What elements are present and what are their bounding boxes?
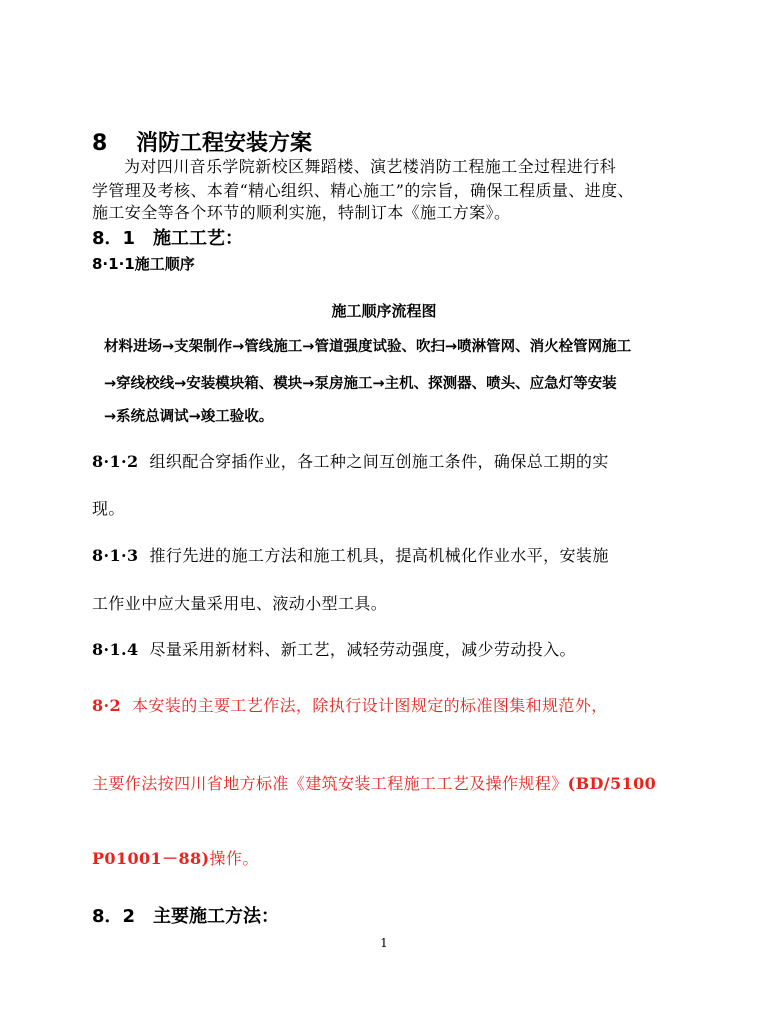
paragraph-8-1-2-line-1 xyxy=(92,449,609,472)
paragraph-8-1-3-line-1 xyxy=(92,543,609,566)
paragraph-text: 组织配合穿插作业，各工种之间互创施工条件，确保总工期的实 xyxy=(149,452,609,471)
note-text: 操作。 xyxy=(209,849,259,868)
intro-line-2: 学管理及考核、本着“精心组织、精心施工”的宗旨，确保工程质量、进度、 xyxy=(92,181,634,200)
intro-line-1: 为对四川音乐学院新校区舞蹈楼、演艺楼消防工程施工全过程进行科 xyxy=(124,157,617,176)
section-number: 8 xyxy=(92,131,108,156)
paragraph-8-1-4-line-1 xyxy=(92,637,576,660)
flowchart-line-2: →穿线校线→安装模块箱、模块→泵房施工→主机、探测器、喷头、应急灯等安装 xyxy=(104,376,617,392)
standard-code: P01001－88) xyxy=(92,849,210,868)
note-number: 8·2 xyxy=(92,696,122,715)
page-number: 1 xyxy=(380,936,388,950)
flowchart-line-1: 材料进场→支架制作→管线施工→管道强度试验、吹扫→喷淋管网、消火栓管网施工 xyxy=(104,339,632,355)
standard-code: (BD/5100 xyxy=(567,774,657,793)
note-text: 主要作法按四川省地方标准《建筑安装工程施工工艺及操作规程》 xyxy=(92,774,568,793)
note-text: 本安装的主要工艺作法，除执行设计图规定的标准图集和规范外， xyxy=(132,696,608,715)
note-8-2-line-3 xyxy=(92,846,259,869)
subsection-heading-8-1: 8．1 施工工艺： xyxy=(92,228,244,249)
subsection-heading-8-2: 8．2 主要施工方法： xyxy=(92,906,280,927)
intro-line-3: 施工安全等各个环节的顺利实施，特制订本《施工方案》。 xyxy=(92,203,511,222)
flowchart-line-3: →系统总调试→竣工验收。 xyxy=(104,409,274,425)
paragraph-number: 8·1·2 xyxy=(92,452,139,471)
paragraph-8-1-3-line-2: 工作业中应大量采用电、液动小型工具。 xyxy=(92,594,388,613)
note-8-2-line-2 xyxy=(92,771,656,794)
paragraph-8-1-2-line-2: 现。 xyxy=(92,499,125,518)
section-title: 消防工程安装方案 xyxy=(136,131,313,156)
flowchart-title: 施工顺序流程图 xyxy=(331,302,437,320)
paragraph-text: 推行先进的施工方法和施工机具，提高机械化作业水平，安装施 xyxy=(149,546,609,565)
paragraph-number: 8·1·3 xyxy=(92,546,139,565)
paragraph-number: 8·1.4 xyxy=(92,640,139,659)
section-heading xyxy=(92,126,312,157)
note-8-2-line-1 xyxy=(92,693,608,716)
subsection-heading-8-1-1: 8·1·1施工顺序 xyxy=(92,255,195,273)
paragraph-text: 尽量采用新材料、新工艺，减轻劳动强度，减少劳动投入。 xyxy=(149,640,576,659)
